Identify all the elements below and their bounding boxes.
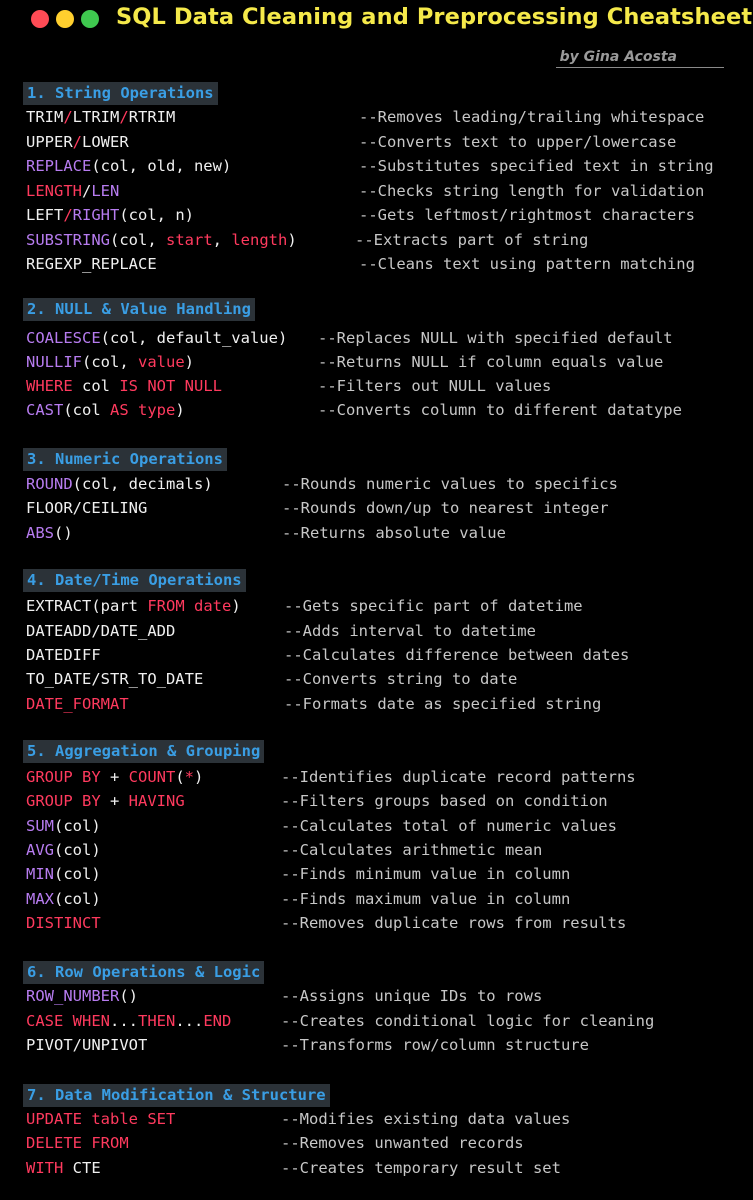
code-snippet	[26, 619, 175, 643]
code-comment: --Converts string to date	[284, 670, 518, 688]
code-token: )	[231, 597, 241, 615]
code-comment: --Returns absolute value	[282, 524, 506, 542]
code-snippet	[26, 887, 101, 911]
code-token: (col	[63, 401, 110, 419]
code-snippet	[26, 1131, 129, 1155]
code-comment: --Gets specific part of datetime	[284, 597, 583, 615]
code-token: ,	[212, 231, 232, 249]
code-snippet	[26, 521, 73, 545]
code-token: (col,	[82, 353, 138, 371]
code-token: DISTINCT	[26, 914, 101, 932]
code-comment: --Identifies duplicate record patterns	[281, 768, 636, 786]
code-token: ...	[110, 1012, 138, 1030]
code-snippet	[26, 472, 213, 496]
code-token: DATE_FORMAT	[26, 695, 129, 713]
code-comment: --Converts text to upper/lowercase	[359, 133, 677, 151]
cheatsheet-row	[0, 643, 753, 667]
code-comment: --Removes duplicate rows from results	[281, 914, 627, 932]
code-token: ROW_NUMBER	[26, 987, 120, 1005]
cheatsheet-row	[0, 1131, 753, 1155]
code-token: AS	[110, 401, 129, 419]
cheatsheet-row	[0, 789, 753, 813]
section-header: 1. String Operations	[23, 82, 218, 105]
code-comment: --Removes unwanted records	[281, 1134, 524, 1152]
cheatsheet-row	[0, 1009, 753, 1033]
byline-underline	[556, 67, 724, 68]
code-snippet	[26, 692, 129, 716]
code-token: SUBSTRING	[26, 231, 110, 249]
code-token: (col, decimals)	[72, 475, 213, 493]
cheatsheet-row	[0, 887, 753, 911]
code-token: LTRIM	[72, 108, 120, 126]
code-token: /	[63, 108, 73, 126]
code-token: /	[63, 206, 73, 224]
code-token: ABS	[26, 524, 54, 542]
section-header: 7. Data Modification & Structure	[23, 1084, 330, 1107]
code-token: )	[184, 353, 195, 371]
code-token: ()	[54, 524, 73, 542]
code-comment: --Cleans text using pattern matching	[359, 255, 695, 273]
code-token: +	[100, 792, 129, 810]
code-token: REPLACE	[26, 157, 92, 175]
section-header: 4. Date/Time Operations	[23, 569, 246, 592]
code-snippet	[26, 350, 194, 374]
code-comment: --Returns NULL if column equals value	[318, 353, 664, 371]
code-token: *	[184, 768, 195, 786]
code-comment: --Calculates difference between dates	[284, 646, 630, 664]
code-snippet	[26, 1107, 175, 1131]
code-token	[129, 401, 138, 419]
code-token: TO_DATE/STR_TO_DATE	[26, 670, 204, 688]
code-token: FROM	[147, 597, 185, 615]
page-title: SQL Data Cleaning and Preprocessing Cheatsheet	[116, 4, 753, 30]
code-token: )	[287, 231, 297, 249]
code-snippet	[26, 1033, 147, 1057]
cheatsheet-row	[0, 692, 753, 716]
code-token: ROUND	[26, 475, 73, 493]
code-snippet	[26, 154, 231, 178]
code-snippet	[26, 667, 203, 691]
code-comment: --Substitutes specified text in string	[359, 157, 714, 175]
code-token: LOWER	[82, 133, 129, 151]
cheatsheet-row	[0, 521, 753, 545]
section-header: 3. Numeric Operations	[23, 448, 227, 471]
code-token: REGEXP_REPLACE	[26, 255, 157, 273]
author-byline: by Gina Acosta	[559, 49, 677, 65]
code-token: MIN	[26, 865, 54, 883]
cheatsheet-row	[0, 984, 753, 1008]
code-snippet	[26, 179, 119, 203]
code-token: (col)	[54, 890, 101, 908]
code-token: WITH	[26, 1159, 64, 1177]
cheatsheet-row	[0, 179, 753, 203]
cheatsheet-row	[0, 594, 753, 618]
code-snippet	[26, 984, 138, 1008]
code-snippet	[26, 252, 157, 276]
code-token: RIGHT	[72, 206, 120, 224]
code-comment: --Removes leading/trailing whitespace	[359, 108, 705, 126]
code-token: COUNT	[128, 768, 176, 786]
window-dots	[31, 10, 99, 28]
code-comment: --Rounds numeric values to specifics	[282, 475, 618, 493]
code-comment: --Creates conditional logic for cleaning	[281, 1012, 655, 1030]
code-snippet	[26, 203, 194, 227]
code-snippet	[26, 862, 101, 886]
code-comment: --Calculates arithmetic mean	[281, 841, 543, 859]
code-comment: --Adds interval to datetime	[284, 622, 536, 640]
green-dot-icon	[81, 10, 99, 28]
cheatsheet-row	[0, 1107, 753, 1131]
code-snippet	[26, 398, 185, 422]
cheatsheet-row	[0, 326, 753, 350]
cheatsheet-row	[0, 203, 753, 227]
code-token: UPPER	[26, 133, 73, 151]
cheatsheet-row	[0, 765, 753, 789]
code-snippet	[26, 789, 185, 813]
code-comment: --Filters groups based on condition	[281, 792, 608, 810]
section-header: 5. Aggregation & Grouping	[23, 740, 264, 763]
code-token: date	[194, 597, 232, 615]
code-comment: --Converts column to different datatype	[318, 401, 682, 419]
code-snippet	[26, 765, 203, 789]
code-token: EXTRACT(part	[26, 597, 148, 615]
code-token: (col, default_value)	[100, 329, 288, 347]
code-comment: --Calculates total of numeric values	[281, 817, 617, 835]
code-snippet	[26, 374, 222, 398]
code-token: /	[82, 182, 92, 200]
cheatsheet-row	[0, 130, 753, 154]
code-snippet	[26, 838, 101, 862]
code-token: AVG	[26, 841, 54, 859]
section-header: 6. Row Operations & Logic	[23, 961, 264, 984]
code-comment: --Rounds down/up to nearest integer	[282, 499, 609, 517]
code-snippet	[26, 130, 129, 154]
code-token: IS NOT NULL	[119, 377, 222, 395]
cheatsheet-row	[0, 838, 753, 862]
code-token: FLOOR/CEILING	[26, 499, 148, 517]
code-comment: --Extracts part of string	[355, 231, 589, 249]
cheatsheet-row	[0, 667, 753, 691]
cheatsheet-row	[0, 252, 753, 276]
code-token: (col, n)	[119, 206, 194, 224]
code-token: LEN	[91, 182, 120, 200]
code-snippet	[26, 643, 101, 667]
code-token: /	[119, 108, 129, 126]
code-snippet	[26, 228, 297, 252]
cheatsheet-row	[0, 374, 753, 398]
code-comment: --Checks string length for validation	[359, 182, 705, 200]
code-token: PIVOT/UNPIVOT	[26, 1036, 148, 1054]
code-token: RTRIM	[128, 108, 176, 126]
code-snippet	[26, 1156, 101, 1180]
code-token: CASE WHEN	[26, 1012, 110, 1030]
code-token: (col)	[54, 817, 101, 835]
code-token: )	[194, 768, 204, 786]
code-token: type	[138, 401, 176, 419]
code-token: CTE	[63, 1159, 101, 1177]
cheatsheet-row	[0, 105, 753, 129]
code-token: (col)	[54, 841, 101, 859]
code-token: SUM	[26, 817, 54, 835]
code-token: HAVING	[128, 792, 185, 810]
code-snippet	[26, 594, 241, 618]
code-token: GROUP BY	[26, 792, 101, 810]
code-comment: --Finds maximum value in column	[281, 890, 571, 908]
code-comment: --Formats date as specified string	[284, 695, 602, 713]
code-comment: --Creates temporary result set	[281, 1159, 561, 1177]
code-snippet	[26, 496, 147, 520]
cheatsheet-row	[0, 398, 753, 422]
cheatsheet-row	[0, 228, 753, 252]
red-dot-icon	[31, 10, 49, 28]
code-token: LEFT	[26, 206, 64, 224]
code-token: /	[72, 133, 83, 151]
code-token: col	[72, 377, 120, 395]
code-token: MAX	[26, 890, 54, 908]
cheatsheet-row	[0, 496, 753, 520]
code-comment: --Gets leftmost/rightmost characters	[359, 206, 695, 224]
code-token: length	[231, 231, 288, 249]
code-token: WHERE	[26, 377, 73, 395]
code-token: +	[100, 768, 129, 786]
code-snippet	[26, 326, 287, 350]
cheatsheet-row	[0, 1156, 753, 1180]
code-snippet	[26, 911, 101, 935]
code-comment: --Assigns unique IDs to rows	[281, 987, 543, 1005]
code-token: NULLIF	[26, 353, 82, 371]
code-token: (col, old, new)	[91, 157, 232, 175]
code-token: TRIM	[26, 108, 64, 126]
code-token: LENGTH	[26, 182, 82, 200]
code-token: value	[138, 353, 185, 371]
cheatsheet-row	[0, 911, 753, 935]
code-token: COALESCE	[26, 329, 101, 347]
cheatsheet-row	[0, 862, 753, 886]
code-token: start	[166, 231, 213, 249]
cheatsheet-row	[0, 814, 753, 838]
code-token: DELETE FROM	[26, 1134, 129, 1152]
code-comment: --Finds minimum value in column	[281, 865, 571, 883]
code-comment: --Replaces NULL with specified default	[318, 329, 673, 347]
code-token: DATEADD/DATE_ADD	[26, 622, 176, 640]
code-comment: --Filters out NULL values	[318, 377, 552, 395]
code-snippet	[26, 1009, 231, 1033]
code-token: (col,	[110, 231, 166, 249]
cheatsheet-row	[0, 154, 753, 178]
cheatsheet-row	[0, 619, 753, 643]
cheatsheet-row	[0, 472, 753, 496]
yellow-dot-icon	[56, 10, 74, 28]
code-token: (col)	[54, 865, 101, 883]
code-token	[185, 597, 194, 615]
code-token: )	[175, 401, 185, 419]
code-token: END	[203, 1012, 232, 1030]
cheatsheet-row	[0, 1033, 753, 1057]
code-snippet	[26, 814, 101, 838]
code-token: ()	[119, 987, 138, 1005]
code-token: GROUP BY	[26, 768, 101, 786]
cheatsheet-row	[0, 350, 753, 374]
code-token: DATEDIFF	[26, 646, 101, 664]
code-token: UPDATE table SET	[26, 1110, 176, 1128]
code-token: ...	[175, 1012, 204, 1030]
code-token: THEN	[138, 1012, 176, 1030]
code-token: CAST	[26, 401, 64, 419]
code-snippet	[26, 105, 175, 129]
code-comment: --Modifies existing data values	[281, 1110, 571, 1128]
section-header: 2. NULL & Value Handling	[23, 298, 255, 321]
code-comment: --Transforms row/column structure	[281, 1036, 589, 1054]
code-token: (	[175, 768, 185, 786]
